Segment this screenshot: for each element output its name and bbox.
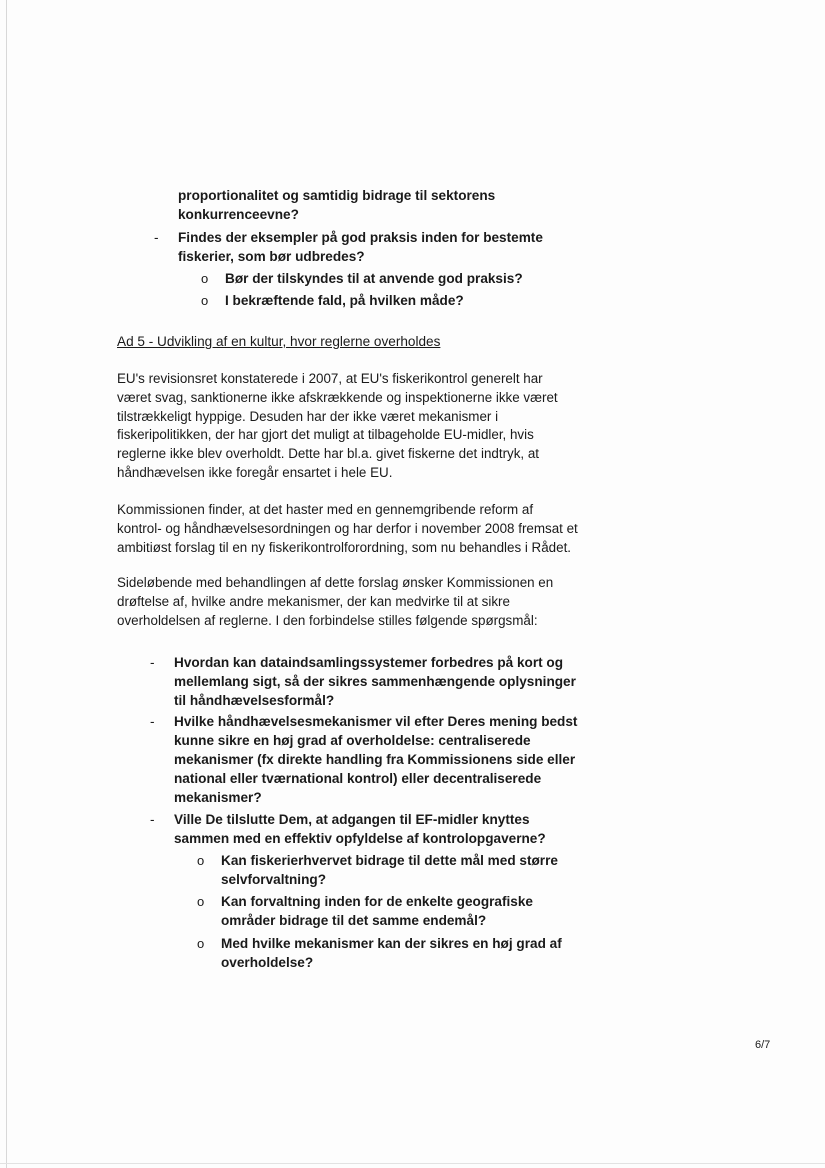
circle-bullet: o <box>201 293 209 308</box>
circle-bullet: o <box>201 271 209 286</box>
page-number: 6/7 <box>755 1039 771 1051</box>
section-heading: Ad 5 - Udvikling af en kultur, hvor reglerne overholdes <box>117 334 441 349</box>
text-line: overholdelse? <box>221 955 314 970</box>
subquestion-encourage: Bør der tilskyndes til at anvende god praksis? <box>225 271 523 286</box>
question-data-collection <box>174 653 576 710</box>
text-line: reglerne ikke blev overholdt. Dette har bl.a. givet fiskerne det indtryk, at <box>117 446 540 462</box>
circle-bullet: o <box>197 894 205 909</box>
text-line: Kan forvaltning inden for de enkelte geografiske <box>221 894 533 909</box>
question-best-practice <box>178 228 543 266</box>
text-line: Findes der eksempler på god praksis inden for bestemte <box>178 230 543 245</box>
text-line: Kommissionen finder, at det haster med en gennemgribende reform af <box>117 502 534 517</box>
text-line: proportionalitet og samtidig bidrage til sektorens <box>178 188 496 203</box>
subquestion-self-management <box>221 851 558 889</box>
dash-bullet: - <box>150 655 155 670</box>
text-line: fiskeripolitikken, der har gjort det muligt at tilbageholde EU-midler, hvis <box>117 427 534 443</box>
continued-question <box>178 186 495 224</box>
text-line: håndhævelsen ikke foregår ensartet i hele EU. <box>117 464 393 480</box>
circle-bullet: o <box>197 853 205 868</box>
dash-bullet: - <box>150 714 155 729</box>
paragraph-reform <box>117 501 587 557</box>
text-line: til håndhævelsesformål? <box>174 693 335 708</box>
text-line: Sideløbende med behandlingen af dette forslag ønsker Kommissionen en <box>117 575 554 590</box>
text-line: mellemlang sigt, så der sikres sammenhængende oplysninger <box>174 674 576 689</box>
text-line: fiskerier, som bør udbredes? <box>178 249 365 264</box>
text-line: Hvordan kan dataindsamlingssystemer forbedres på kort og <box>174 655 564 670</box>
paragraph-discussion <box>117 574 587 630</box>
text-line: været svag, sanktionerne ikke afskrækkende og inspektionerne ikke været <box>117 389 558 405</box>
text-line: overholdelsen af reglerne. I den forbindelse stilles følgende spørgsmål: <box>117 612 538 628</box>
text-line: selvforvaltning? <box>221 872 326 887</box>
text-line: Med hvilke mekanismer kan der sikres en høj grad af <box>221 936 562 951</box>
question-enforcement <box>174 712 577 807</box>
text-line: konkurrenceevne? <box>178 207 299 222</box>
subquestion-how: I bekræftende fald, på hvilken måde? <box>225 293 464 308</box>
text-line: Ville De tilslutte Dem, at adgangen til EF-midler knyttes <box>174 812 530 827</box>
text-line: mekanismer? <box>174 790 262 805</box>
text-line: kunne sikre en høj grad af overholdelse: centraliserede <box>174 733 531 748</box>
text-line: ambitiøst forslag til en ny fiskerikontrolforordning, som nu behandles i Rådet. <box>117 539 572 555</box>
text-line: drøftelse af, hvilke andre mekanismer, der kan medvirke til at sikre <box>117 593 510 609</box>
text-line: EU's revisionsret konstaterede i 2007, at EU's fiskerikontrol generelt har <box>117 371 543 386</box>
text-line: kontrol- og håndhævelsesordningen og har derfor i november 2008 fremsat et <box>117 520 578 536</box>
text-line: Kan fiskerierhvervet bidrage til dette mål med større <box>221 853 558 868</box>
text-line: sammen med en effektiv opfyldelse af kontrolopgaverne? <box>174 831 546 846</box>
text-line: national eller tværnational kontrol) eller decentraliserede <box>174 771 542 786</box>
scan-left-edge <box>6 0 7 1168</box>
text-line: tilstrækkeligt hyppige. Desuden har der ikke været mekanismer i <box>117 408 499 424</box>
dash-bullet: - <box>154 230 159 245</box>
text-line: Hvilke håndhævelsesmekanismer vil efter Deres mening bedst <box>174 714 578 729</box>
dash-bullet: - <box>150 812 155 827</box>
scan-bottom-edge <box>0 1163 825 1164</box>
circle-bullet: o <box>197 936 205 951</box>
text-line: mekanismer (fx direkte handling fra Kommissionens side eller <box>174 752 576 767</box>
subquestion-geographic <box>221 892 533 930</box>
subquestion-mechanisms <box>221 934 562 972</box>
text-line: områder bidrage til det samme endemål? <box>221 913 487 928</box>
paragraph-audit <box>117 370 587 483</box>
question-eu-funds <box>174 810 546 848</box>
